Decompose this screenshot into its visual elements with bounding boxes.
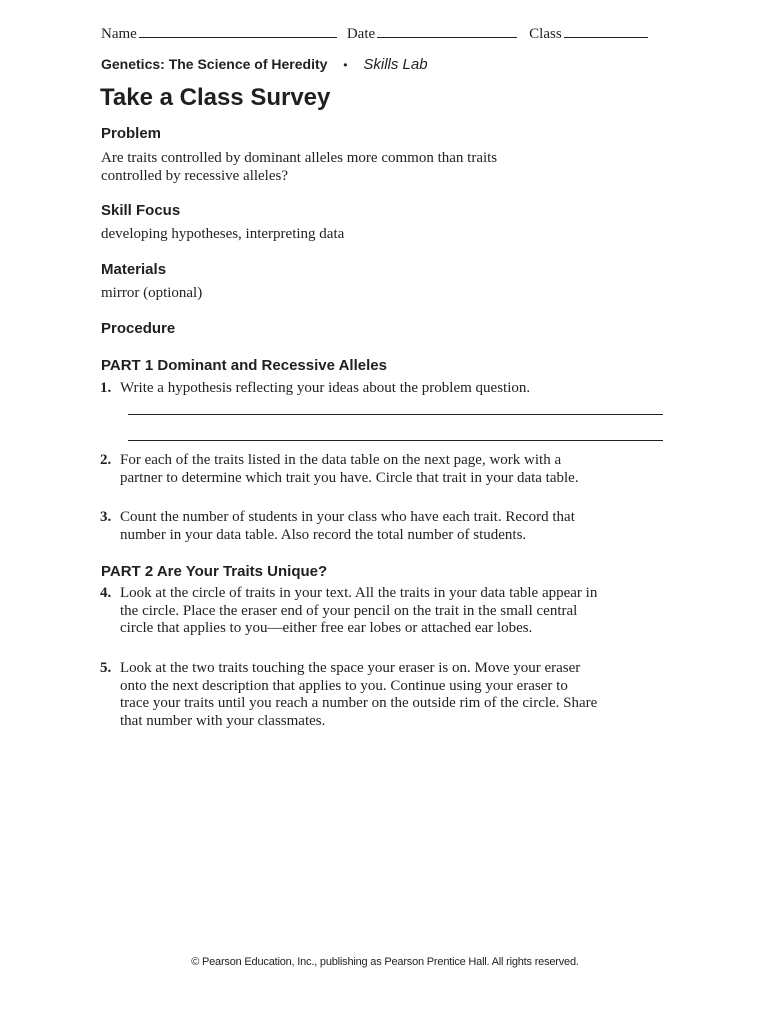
step-number: 1. [100,380,112,396]
step-number: 2. [100,452,112,468]
step-number: 4. [100,585,112,601]
hypothesis-answer-line-2[interactable] [128,440,663,441]
step-text: Look at the two traits touching the space your eraser is on. Move your eraser onto the next description that applies to you. Continue using your eraser to trace your traits until you reach a number on the outside rim of the circle. Share that number with your classmates. [120,660,598,729]
skill-focus-heading: Skill Focus [101,202,181,219]
copyright-footer: © Pearson Education, Inc., publishing as Pearson Prentice Hall. All rights reserved. [191,956,579,968]
procedure-step-5 [100,660,600,730]
procedure-step-4 [100,585,600,638]
procedure-step-3 [100,509,600,544]
date-field[interactable] [347,24,517,43]
separator-bullet: • [343,58,348,72]
step-text: For each of the traits listed in the data table on the next page, work with a partner to determine which trait you have. Circle that trait in your data table. [120,452,579,486]
part2-heading: PART 2 Are Your Traits Unique? [101,563,328,580]
date-label: Date [346,26,376,42]
part1-heading: PART 1 Dominant and Recessive Alleles [101,357,387,374]
materials-heading: Materials [101,261,167,278]
materials-text: mirror (optional) [101,285,203,301]
step-number: 5. [100,660,112,676]
step-text: Count the number of students in your class who have each trait. Record that number in your data table. Also record the total number of students. [120,509,575,543]
activity-type: Skills Lab [363,56,428,73]
class-blank[interactable] [564,24,648,38]
name-blank[interactable] [139,24,337,38]
procedure-heading: Procedure [101,320,176,337]
series-line [101,56,428,73]
problem-heading: Problem [101,125,162,142]
class-label: Class [529,26,562,42]
procedure-step-1 [100,380,600,398]
name-label: Name [101,26,137,42]
hypothesis-answer-line-1[interactable] [128,414,663,415]
name-field[interactable] [101,24,337,43]
step-text: Write a hypothesis reflecting your ideas about the problem question. [120,380,531,396]
problem-text: Are traits controlled by dominant alleles more common than traits controlled by recessive alleles? [101,150,498,184]
skill-focus-text: developing hypotheses, interpreting data [101,226,345,242]
step-number: 3. [100,509,112,525]
step-text: Look at the circle of traits in your text. All the traits in your data table appear in the circle. Place the eraser end of your pencil on the trait in the small central circle that applies to you—either free ear lobes or attached ear lobes. [120,585,598,636]
page-title: Take a Class Survey [100,84,331,111]
date-blank[interactable] [377,24,517,38]
procedure-step-2 [100,452,600,487]
class-field[interactable] [529,24,648,43]
chapter-subject: Genetics: The Science of Heredity [101,56,328,72]
student-info-header [101,24,663,43]
